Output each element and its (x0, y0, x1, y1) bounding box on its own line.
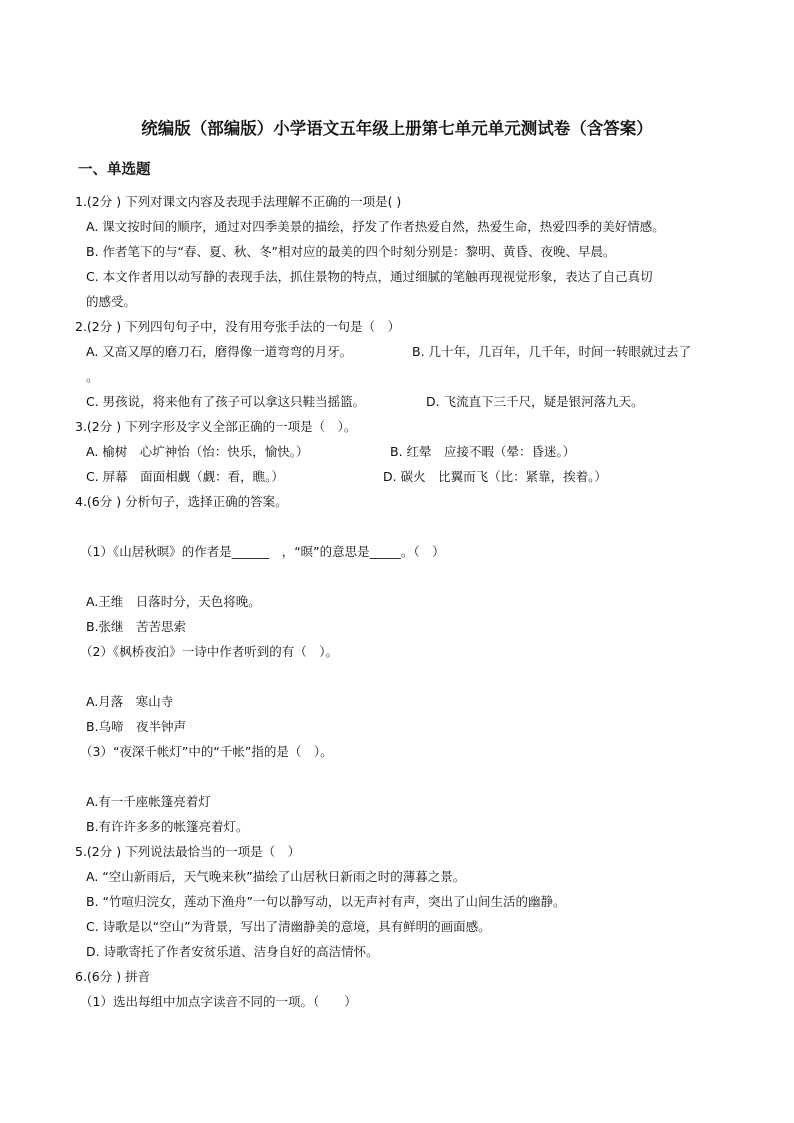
question-5-option-a: A. “空山新雨后，天气晚来秋”描绘了山居秋日新雨之时的薄暮之景。 (86, 869, 466, 884)
question-4-sub-1: （1）《山居秋暝》的作者是______ ，“暝”的意思是_____。（ ） (80, 544, 445, 559)
question-3-option-b: B. 红晕 应接不暇（晕：昏迷。） (390, 444, 576, 459)
question-6-sub-1: （1）选出每组中加点字读音不同的一项。（ ） (80, 994, 357, 1009)
question-4-sub-1-option-a: A.王维 日落时分，天色将晚。 (86, 594, 261, 609)
question-1-stem: 1.(2分 ) 下列对课文内容及表现手法理解不正确的一项是( ) (75, 194, 402, 209)
question-1-option-c-cont: 的感受。 (86, 294, 137, 309)
question-4-sub-3: （3）“夜深千帐灯”中的“千帐”指的是（ ）。 (80, 744, 333, 759)
question-1-option-a: A. 课文按时间的顺序，通过对四季美景的描绘，抒发了作者热爱自然，热爱生命，热爱四季的美好情感。 (86, 219, 665, 234)
question-2-option-c: C. 男孩说，将来他有了孩子可以拿这只鞋当摇篮。 (86, 394, 366, 409)
question-3-option-a: A. 榆树 心圹神怡（怡：快乐，愉快。） (86, 444, 309, 459)
question-1-option-b: B. 作者笔下的与“春、夏、秋、冬”相对应的最美的四个时刻分别是：黎明、黄昏、夜晚、早晨。 (86, 244, 616, 259)
question-2-option-b-cont: 。 (86, 369, 99, 384)
section-heading: 一、单选题 (78, 162, 151, 178)
question-4-sub-2-option-a: A.月落 寒山寺 (86, 694, 174, 709)
question-4-sub-2: （2）《枫桥夜泊》一诗中作者听到的有（ ）。 (80, 644, 338, 659)
page-title: 统编版（部编版）小学语文五年级上册第七单元单元测试卷（含答案） (141, 119, 653, 138)
question-3-option-d: D. 碳火 比翼而飞（比：紧靠，挨着。） (383, 469, 607, 484)
question-4-sub-2-option-b: B.乌啼 夜半钟声 (86, 719, 187, 734)
question-6-stem: 6.(6分 ) 拼音 (75, 969, 151, 984)
question-5-option-c: C. 诗歌是以“空山”为背景，写出了清幽静美的意境，具有鲜明的画面感。 (86, 919, 491, 934)
question-3-option-c: C. 屏幕 面面相觑（觑：看，瞧。） (86, 469, 284, 484)
question-5-stem: 5.(2分 ) 下列说法最恰当的一项是（ ） (75, 844, 301, 859)
question-4-sub-3-option-b: B.有许许多多的帐篷亮着灯。 (86, 819, 249, 834)
question-2-option-a: A. 又高又厚的磨刀石，磨得像一道弯弯的月牙。 (86, 344, 353, 359)
question-2-option-d: D. 飞流直下三千尺，疑是银河落九天。 (426, 394, 644, 409)
question-3-stem: 3.(2分 ) 下列字形及字义全部正确的一项是（ ）。 (75, 419, 357, 434)
question-2-stem: 2.(2分 ) 下列四句句子中，没有用夸张手法的一句是（ ） (75, 319, 401, 334)
question-2-option-b: B. 几十年，几百年，几千年，时间一转眼就过去了 (412, 344, 692, 359)
question-4-sub-3-option-a: A.有一千座帐篷亮着灯 (86, 794, 211, 809)
question-1-option-c: C. 本文作者用以动写静的表现手法，抓住景物的特点，通过细腻的笔触再现视觉形象，表达了自己真切 (86, 269, 653, 284)
question-5-option-b: B. “竹喧归浣女，莲动下渔舟”一句以静写动，以无声衬有声，突出了山间生活的幽静。 (86, 894, 566, 909)
question-4-sub-1-option-b: B.张继 苦苦思索 (86, 619, 187, 634)
question-4-stem: 4.(6分 ) 分析句子，选择正确的答案。 (75, 494, 288, 509)
question-5-option-d: D. 诗歌寄托了作者安贫乐道、洁身自好的高洁情怀。 (86, 944, 379, 959)
